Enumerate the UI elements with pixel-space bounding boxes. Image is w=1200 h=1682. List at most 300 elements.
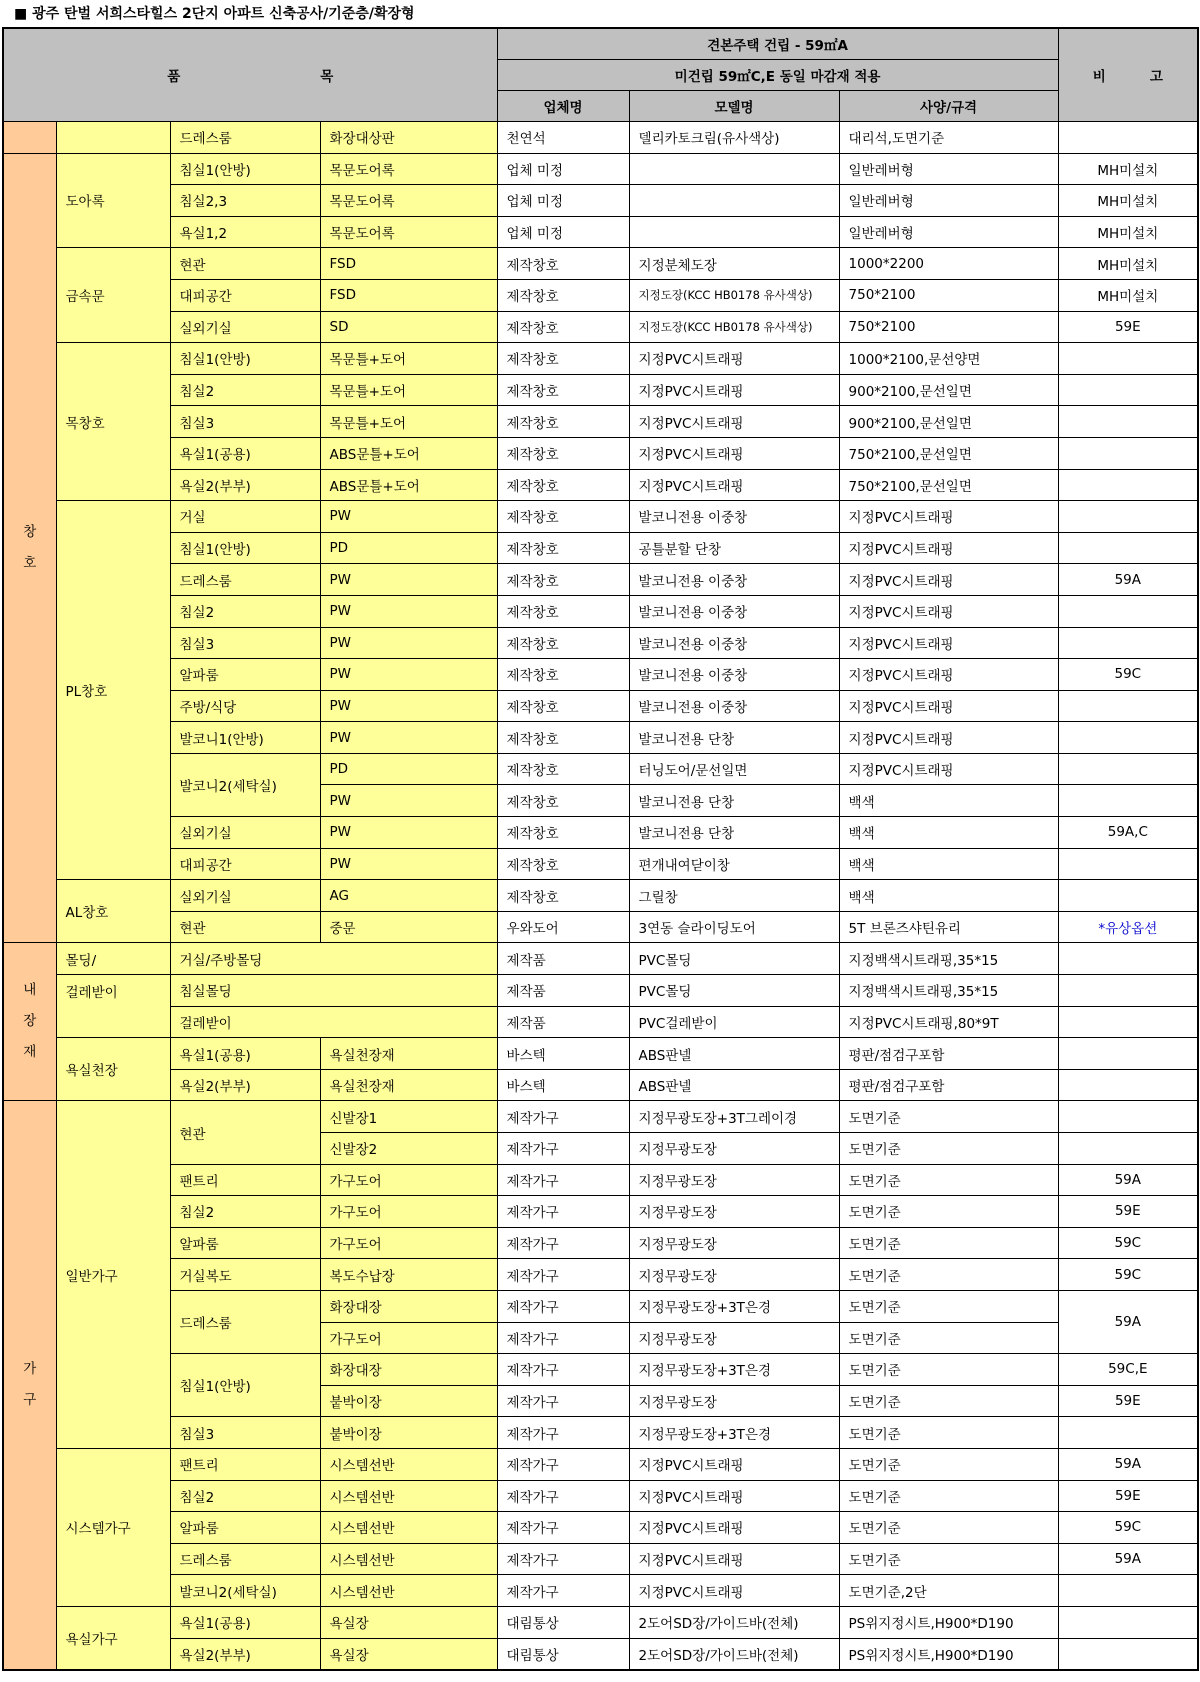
model-cell [629,216,839,248]
spec-cell: 지정PVC시트래핑 [839,627,1058,659]
table-row [3,1290,1198,1322]
model-cell [629,185,839,217]
vendor-cell: 제작품 [497,943,629,975]
location-cell: 걸레받이 [170,1006,497,1038]
model-cell: 지정PVC시트래핑 [629,1512,839,1544]
model-cell: 지정무광도장+3T그레이경 [629,1101,839,1133]
vendor-cell: 제작창호 [497,311,629,343]
spec-cell: 백색 [839,817,1058,849]
vendor-cell: 제작가구 [497,1133,629,1165]
note-cell: 59C,E [1058,1354,1198,1386]
vendor-cell: 제작가구 [497,1354,629,1386]
paid-option-note: *유상옵션 [1058,911,1198,943]
model-cell: 발코니전용 이중창 [629,564,839,596]
table-row [3,1164,1198,1196]
spec-cell: 5T 브론즈샤틴유리 [839,911,1058,943]
location-cell: 거실/주방몰딩 [170,943,497,975]
note-cell [1058,848,1198,880]
model-cell: ABS판넬 [629,1069,839,1101]
item-cell: 욕실장 [320,1606,497,1638]
item-cell: 붙박이장 [320,1385,497,1417]
location-cell: 실외기실 [170,311,320,343]
item-cell: PW [320,627,497,659]
location-cell: 침실3 [170,1417,320,1449]
spec-cell: 도면기준 [839,1101,1058,1133]
model-cell: 발코니전용 단창 [629,817,839,849]
spec-cell: 750*2100,문선일면 [839,437,1058,469]
spec-cell: 도면기준 [839,1259,1058,1291]
item-cell: 시스템선반 [320,1575,497,1607]
vendor-cell: 제작창호 [497,437,629,469]
subcategory-cell: AL창호 [56,880,170,943]
note-cell [1058,501,1198,533]
model-cell: 발코니전용 이중창 [629,690,839,722]
item-cell: 가구도어 [320,1196,497,1228]
note-cell [1058,722,1198,754]
spec-cell: 지정PVC시트래핑 [839,564,1058,596]
spec-cell: 750*2100,문선일면 [839,469,1058,501]
vendor-column-header: 업체명 [497,91,629,122]
note-cell [1058,469,1198,501]
model-cell: 지정무광도장 [629,1227,839,1259]
category-interior: 내 장 재 [3,943,56,1101]
location-cell: 욕실1(공용) [170,1606,320,1638]
model-cell: 발코니전용 단창 [629,722,839,754]
item-cell: PW [320,501,497,533]
location-cell: 침실2 [170,374,320,406]
item-cell: 신발장2 [320,1133,497,1165]
vendor-cell: 업체 미정 [497,216,629,248]
location-cell: 드레스룸 [170,1290,320,1353]
spec-cell: 도면기준 [839,1196,1058,1228]
note-cell: 59C [1058,1512,1198,1544]
spec-cell: 평판/점검구포함 [839,1069,1058,1101]
note-cell [1058,690,1198,722]
table-row [3,1480,1198,1512]
table-row [3,501,1198,533]
note-cell [1058,1133,1198,1165]
spec-cell: PS위지정시트,H900*D190 [839,1606,1058,1638]
subcategory-cell: 일반가구 [56,1101,170,1449]
subcategory-cell: 목창호 [56,343,170,501]
model-cell: 지정무광도장 [629,1259,839,1291]
note-cell [1058,1006,1198,1038]
model-cell: 지정PVC시트래핑 [629,343,839,375]
note-cell [1058,1417,1198,1449]
note-cell: MH미설치 [1058,279,1198,311]
model-cell: 지정무광도장+3T은경 [629,1290,839,1322]
location-cell: 욕실2(부부) [170,469,320,501]
table-row [3,848,1198,880]
vendor-cell: 제작창호 [497,343,629,375]
subcategory-cell [56,122,170,154]
table-row [3,1101,1198,1133]
note-cell [1058,122,1198,154]
table-row [3,564,1198,596]
table-row [3,722,1198,754]
note-cell: 59A [1058,564,1198,596]
location-cell: 발코니2(세탁실) [170,753,320,816]
vendor-cell: 제작창호 [497,690,629,722]
table-row [3,627,1198,659]
table-row [3,1069,1198,1101]
spec-cell: 도면기준 [839,1543,1058,1575]
item-cell: 가구도어 [320,1227,497,1259]
note-cell: MH미설치 [1058,216,1198,248]
item-cell: PD [320,532,497,564]
table-row [3,469,1198,501]
vendor-cell: 제작가구 [497,1543,629,1575]
location-cell: 주방/식당 [170,690,320,722]
note-cell: 59A [1058,1448,1198,1480]
item-cell: PW [320,564,497,596]
location-cell: 침실2,3 [170,185,320,217]
spec-cell: 도면기준 [839,1322,1058,1354]
item-cell: FSD [320,248,497,280]
location-cell: 침실몰딩 [170,975,497,1007]
item-cell: 가구도어 [320,1164,497,1196]
location-cell: 알파룸 [170,659,320,691]
item-cell: PW [320,659,497,691]
model-cell: 발코니전용 단창 [629,785,839,817]
table-row [3,1259,1198,1291]
item-cell: PD [320,753,497,785]
model-cell: PVC걸레받이 [629,1006,839,1038]
location-cell: 대피공간 [170,279,320,311]
location-cell: 욕실1,2 [170,216,320,248]
item-cell: 욕실천장재 [320,1038,497,1070]
vendor-cell: 제작품 [497,1006,629,1038]
model-cell: 2도어SD장/가이드바(전체) [629,1606,839,1638]
table-row [3,406,1198,438]
model-cell: 지정PVC시트래핑 [629,374,839,406]
table-row [3,880,1198,912]
location-cell: 알파룸 [170,1512,320,1544]
table-row [3,437,1198,469]
spec-cell: 지정백색시트래핑,35*15 [839,975,1058,1007]
note-cell [1058,1638,1198,1670]
vendor-cell: 대림통상 [497,1638,629,1670]
subcategory-cell: 시스템가구 [56,1448,170,1606]
vendor-cell: 천연석 [497,122,629,154]
spec-cell: 백색 [839,880,1058,912]
vendor-cell: 제작창호 [497,659,629,691]
remarks-header: 비 고 [1058,28,1198,122]
model-cell: 발코니전용 이중창 [629,501,839,533]
note-cell [1058,1069,1198,1101]
table-row [3,817,1198,849]
location-cell: 침실2 [170,1196,320,1228]
item-cell: 화장대장 [320,1290,497,1322]
table-row [3,595,1198,627]
spec-cell: PS위지정시트,H900*D190 [839,1638,1058,1670]
subcategory-cell: PL창호 [56,501,170,880]
table-row [3,1354,1198,1386]
item-cell: 중문 [320,911,497,943]
subcategory-cell: 도아록 [56,153,170,248]
location-cell: 현관 [170,1101,320,1164]
model-cell: 3연동 슬라이딩도어 [629,911,839,943]
model-cell: 지정PVC시트래핑 [629,1575,839,1607]
model-cell: 그릴창 [629,880,839,912]
item-cell: SD [320,311,497,343]
model-cell: 지정무광도장 [629,1164,839,1196]
note-cell [1058,406,1198,438]
model-cell: 편개내여닫이창 [629,848,839,880]
location-cell: 침실2 [170,1480,320,1512]
table-row [3,1227,1198,1259]
spec-cell: 도면기준 [839,1448,1058,1480]
location-cell: 욕실1(공용) [170,1038,320,1070]
table-row [3,975,1198,1007]
model-cell: 지정무광도장+3T은경 [629,1354,839,1386]
table-row [3,1038,1198,1070]
vendor-cell: 제작가구 [497,1196,629,1228]
vendor-cell: 제작창호 [497,817,629,849]
item-cell: 화장대장 [320,1354,497,1386]
item-cell: AG [320,880,497,912]
note-cell [1058,595,1198,627]
spec-cell: 백색 [839,848,1058,880]
table-row [3,943,1198,975]
spec-cell: 백색 [839,785,1058,817]
spec-cell: 1000*2200 [839,248,1058,280]
model-cell: 지정PVC시트래핑 [629,1543,839,1575]
vendor-cell: 제작창호 [497,880,629,912]
vendor-cell: 우와도어 [497,911,629,943]
table-row [3,1196,1198,1228]
spec-cell: 1000*2100,문선양면 [839,343,1058,375]
table-row [3,1417,1198,1449]
table-row [3,279,1198,311]
vendor-cell: 대림통상 [497,1606,629,1638]
model-cell: 지정도장(KCC HB0178 유사색상) [629,311,839,343]
table-row [3,1638,1198,1670]
vendor-cell: 제작가구 [497,1164,629,1196]
vendor-cell: 제작창호 [497,848,629,880]
vendor-cell: 제작창호 [497,374,629,406]
model-cell: 델리카토크림(유사색상) [629,122,839,154]
location-cell: 욕실2(부부) [170,1638,320,1670]
note-cell [1058,374,1198,406]
spec-cell: 900*2100,문선일면 [839,406,1058,438]
location-cell: 침실1(안방) [170,343,320,375]
table-row [3,753,1198,785]
item-cell: 목문틀+도어 [320,374,497,406]
location-cell: 발코니2(세탁실) [170,1575,320,1607]
header-row-1 [3,28,1198,60]
table-row [3,1543,1198,1575]
spec-cell: 지정PVC시트래핑 [839,690,1058,722]
finish-schedule-table [2,27,1199,1671]
item-cell: 화장대상판 [320,122,497,154]
table-row [3,1448,1198,1480]
note-cell [1058,343,1198,375]
vendor-cell: 업체 미정 [497,153,629,185]
spec-cell: 도면기준 [839,1133,1058,1165]
table-row [3,532,1198,564]
vendor-cell: 제작가구 [497,1259,629,1291]
note-cell: 59A [1058,1290,1198,1353]
vendor-cell: 제작가구 [497,1227,629,1259]
item-cell: 욕실장 [320,1638,497,1670]
model-cell: 지정무광도장 [629,1133,839,1165]
spec-cell: 도면기준,2단 [839,1575,1058,1607]
note-cell [1058,785,1198,817]
model-cell: 발코니전용 이중창 [629,627,839,659]
table-row [3,311,1198,343]
table-row [3,659,1198,691]
item-cell: PW [320,690,497,722]
item-cell: 목문도어록 [320,216,497,248]
location-cell: 거실복도 [170,1259,320,1291]
location-cell: 침실1(안방) [170,1354,320,1417]
vendor-cell: 제작가구 [497,1417,629,1449]
item-cell: PW [320,722,497,754]
table-row [3,185,1198,217]
model-cell: 지정PVC시트래핑 [629,1480,839,1512]
item-cell: FSD [320,279,497,311]
item-cell: 목문틀+도어 [320,343,497,375]
table-row [3,374,1198,406]
table-row [3,343,1198,375]
note-cell: 59C [1058,659,1198,691]
model-cell: 공틀분할 단창 [629,532,839,564]
note-cell [1058,627,1198,659]
model-cell: 지정무광도장 [629,1322,839,1354]
model-cell: 발코니전용 이중창 [629,595,839,627]
vendor-cell: 제작가구 [497,1322,629,1354]
location-cell: 팬트리 [170,1164,320,1196]
spec-cell: 도면기준 [839,1417,1058,1449]
note-cell: MH미설치 [1058,185,1198,217]
item-cell: 가구도어 [320,1322,497,1354]
location-cell: 현관 [170,248,320,280]
item-cell: 시스템선반 [320,1448,497,1480]
table-row [3,1512,1198,1544]
vendor-cell: 제작가구 [497,1480,629,1512]
vendor-cell: 제작창호 [497,532,629,564]
location-cell: 침실1(안방) [170,532,320,564]
note-cell: 59C [1058,1259,1198,1291]
note-cell: 59E [1058,311,1198,343]
location-cell: 팬트리 [170,1448,320,1480]
subcategory-cell: 금속문 [56,248,170,343]
vendor-cell: 제작창호 [497,753,629,785]
item-header: 품 목 [3,28,497,122]
location-cell: 침실3 [170,406,320,438]
item-cell: 목문도어록 [320,153,497,185]
spec-cell: 지정PVC시트래핑 [839,501,1058,533]
model-cell: 지정PVC시트래핑 [629,406,839,438]
note-cell: MH미설치 [1058,153,1198,185]
item-cell: 시스템선반 [320,1512,497,1544]
vendor-cell: 제작가구 [497,1448,629,1480]
model-cell: 터닝도어/문선일면 [629,753,839,785]
model-cell: 지정무광도장 [629,1196,839,1228]
model-cell: 지정도장(KCC HB0178 유사색상) [629,279,839,311]
item-cell: 붙박이장 [320,1417,497,1449]
model-cell [629,153,839,185]
item-cell: PW [320,785,497,817]
vendor-cell: 제작창호 [497,595,629,627]
vendor-cell: 제작창호 [497,469,629,501]
location-cell: 알파룸 [170,1227,320,1259]
spec-cell: 지정PVC시트래핑 [839,753,1058,785]
location-cell: 거실 [170,501,320,533]
item-cell: ABS문틀+도어 [320,469,497,501]
note-cell [1058,1606,1198,1638]
note-cell [1058,880,1198,912]
spec-cell: 900*2100,문선일면 [839,374,1058,406]
subcategory-cell: 몰딩/ [56,943,170,975]
location-cell: 드레스룸 [170,564,320,596]
spec-cell: 지정PVC시트래핑 [839,722,1058,754]
same-finish-header: 미건립 59㎡C,E 동일 마감재 적용 [497,60,1058,91]
item-cell: 욕실천장재 [320,1069,497,1101]
spec-cell: 지정PVC시트래핑 [839,595,1058,627]
spec-column-header: 사양/규격 [839,91,1058,122]
location-cell: 실외기실 [170,817,320,849]
model-cell: 발코니전용 이중창 [629,659,839,691]
item-cell: 시스템선반 [320,1543,497,1575]
spec-cell: 도면기준 [839,1512,1058,1544]
item-cell: PW [320,595,497,627]
spec-cell: 일반레버형 [839,216,1058,248]
note-cell: 59A [1058,1543,1198,1575]
category-furniture: 가 구 [3,1101,56,1670]
vendor-cell: 제작창호 [497,501,629,533]
spec-cell: 대리석,도면기준 [839,122,1058,154]
note-cell: MH미설치 [1058,248,1198,280]
note-cell: 59E [1058,1480,1198,1512]
model-cell: 2도어SD장/가이드바(전체) [629,1638,839,1670]
spec-cell: 지정백색시트래핑,35*15 [839,943,1058,975]
note-cell [1058,1575,1198,1607]
vendor-cell: 제작창호 [497,248,629,280]
vendor-cell: 제작가구 [497,1385,629,1417]
spec-cell: 750*2100 [839,279,1058,311]
location-cell: 드레스룸 [170,122,320,154]
note-cell [1058,1101,1198,1133]
model-column-header: 모델명 [629,91,839,122]
location-cell: 발코니1(안방) [170,722,320,754]
table-row [3,248,1198,280]
model-cell: ABS판넬 [629,1038,839,1070]
vendor-cell: 제작창호 [497,279,629,311]
subcategory-cell: 걸레받이 [56,975,170,1038]
model-house-header: 견본주택 건립 - 59㎡A [497,28,1058,60]
item-cell: 목문틀+도어 [320,406,497,438]
note-cell: 59C [1058,1227,1198,1259]
vendor-cell: 제작가구 [497,1290,629,1322]
location-cell: 욕실1(공용) [170,437,320,469]
note-cell: 59A [1058,1164,1198,1196]
location-cell: 실외기실 [170,880,320,912]
vendor-cell: 제작가구 [497,1512,629,1544]
subcategory-cell: 욕실가구 [56,1606,170,1670]
model-cell: 지정PVC시트래핑 [629,1448,839,1480]
item-cell: PW [320,848,497,880]
vendor-cell: 제작가구 [497,1101,629,1133]
table-row [3,911,1198,943]
vendor-cell: 제작품 [497,975,629,1007]
item-cell: 시스템선반 [320,1480,497,1512]
spec-cell: 750*2100 [839,311,1058,343]
spec-cell: 도면기준 [839,1164,1058,1196]
spec-cell: 지정PVC시트래핑 [839,532,1058,564]
table-row [3,690,1198,722]
